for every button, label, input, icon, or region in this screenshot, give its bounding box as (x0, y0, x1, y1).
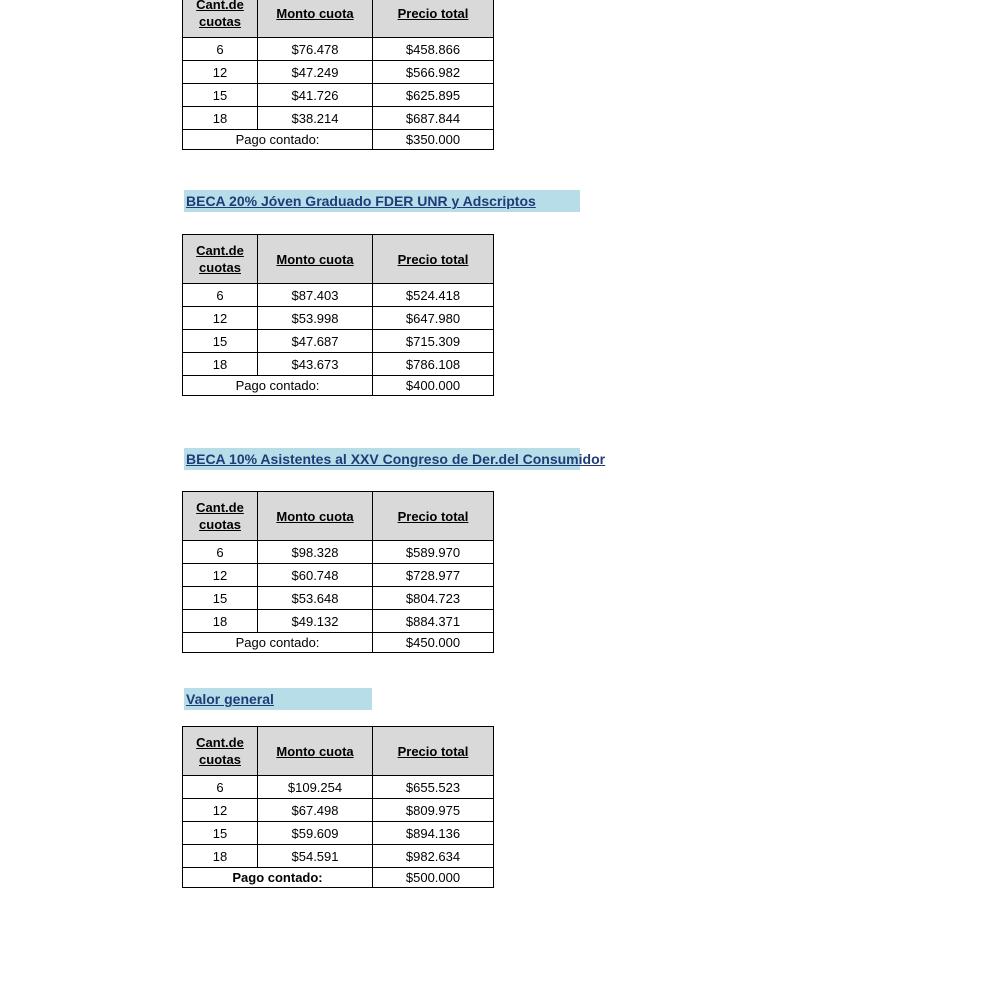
contado-label: Pago contado: (183, 376, 373, 396)
total-cell: $715.309 (373, 330, 494, 353)
cuotas-cell: 18 (183, 107, 258, 130)
total-cell: $786.108 (373, 353, 494, 376)
total-cell: $894.136 (373, 822, 494, 845)
cuotas-cell: 12 (183, 307, 258, 330)
monto-cell: $67.498 (258, 799, 373, 822)
table-row (183, 353, 494, 376)
table-row (183, 61, 494, 84)
cuotas-cell: 12 (183, 799, 258, 822)
monto-cell: $109.254 (258, 776, 373, 799)
contado-row (183, 376, 494, 396)
header-precio: Precio total (373, 0, 494, 38)
table-row (183, 799, 494, 822)
cuotas-cell: 6 (183, 38, 258, 61)
table-row (183, 587, 494, 610)
cuotas-cell: 6 (183, 284, 258, 307)
table-row (183, 38, 494, 61)
monto-cell: $41.726 (258, 84, 373, 107)
header-cuotas (183, 727, 258, 776)
table-row (183, 776, 494, 799)
monto-cell: $53.648 (258, 587, 373, 610)
monto-cell: $53.998 (258, 307, 373, 330)
table-row (183, 845, 494, 868)
total-cell: $809.975 (373, 799, 494, 822)
price-table-4 (182, 726, 494, 888)
cuotas-cell: 15 (183, 84, 258, 107)
total-cell: $625.895 (373, 84, 494, 107)
cuotas-cell: 15 (183, 330, 258, 353)
total-cell: $804.723 (373, 587, 494, 610)
table-header-row (183, 492, 494, 541)
table-header-row (183, 0, 494, 38)
contado-row (183, 633, 494, 653)
total-cell: $982.634 (373, 845, 494, 868)
header-monto: Monto cuota (258, 235, 373, 284)
contado-row (183, 868, 494, 888)
header-cuotas (183, 492, 258, 541)
table-header-row (183, 727, 494, 776)
contado-label: Pago contado: (183, 633, 373, 653)
table-row (183, 610, 494, 633)
header-precio: Precio total (373, 235, 494, 284)
header-cuotas-line2: cuotas (199, 260, 241, 275)
monto-cell: $76.478 (258, 38, 373, 61)
cuotas-cell: 15 (183, 587, 258, 610)
section-title-beca-10: BECA 10% Asistentes al XXV Congreso de Der.del Consumidor (184, 448, 580, 470)
header-cuotas-line2: cuotas (199, 752, 241, 767)
monto-cell: $47.687 (258, 330, 373, 353)
cuotas-cell: 6 (183, 541, 258, 564)
total-cell: $566.982 (373, 61, 494, 84)
contado-value: $350.000 (373, 130, 494, 150)
header-monto: Monto cuota (258, 0, 373, 38)
cuotas-cell: 18 (183, 610, 258, 633)
header-cuotas-line1: Cant.de (196, 500, 244, 515)
total-cell: $655.523 (373, 776, 494, 799)
cuotas-cell: 12 (183, 564, 258, 587)
header-cuotas (183, 235, 258, 284)
header-precio: Precio total (373, 727, 494, 776)
monto-cell: $43.673 (258, 353, 373, 376)
monto-cell: $49.132 (258, 610, 373, 633)
header-monto: Monto cuota (258, 492, 373, 541)
contado-label: Pago contado: (183, 130, 373, 150)
contado-value: $450.000 (373, 633, 494, 653)
table-row (183, 822, 494, 845)
header-precio: Precio total (373, 492, 494, 541)
monto-cell: $38.214 (258, 107, 373, 130)
cuotas-cell: 12 (183, 61, 258, 84)
header-cuotas-line2: cuotas (199, 14, 241, 29)
total-cell: $884.371 (373, 610, 494, 633)
price-table-2 (182, 234, 494, 396)
table-row (183, 330, 494, 353)
total-cell: $589.970 (373, 541, 494, 564)
monto-cell: $60.748 (258, 564, 373, 587)
section-title-valor-general: Valor general (184, 688, 372, 710)
cuotas-cell: 6 (183, 776, 258, 799)
cuotas-cell: 15 (183, 822, 258, 845)
contado-value: $400.000 (373, 376, 494, 396)
contado-label: Pago contado: (183, 868, 373, 888)
monto-cell: $98.328 (258, 541, 373, 564)
price-table-1 (182, 0, 494, 150)
header-monto: Monto cuota (258, 727, 373, 776)
cuotas-cell: 18 (183, 845, 258, 868)
table-row (183, 564, 494, 587)
contado-value: $500.000 (373, 868, 494, 888)
table-header-row (183, 235, 494, 284)
table-row (183, 541, 494, 564)
header-cuotas-line1: Cant.de (196, 735, 244, 750)
section-title-beca-20: BECA 20% Jóven Graduado FDER UNR y Adscriptos (184, 190, 580, 212)
monto-cell: $87.403 (258, 284, 373, 307)
header-cuotas-line2: cuotas (199, 517, 241, 532)
cuotas-cell: 18 (183, 353, 258, 376)
price-table-3 (182, 491, 494, 653)
total-cell: $458.866 (373, 38, 494, 61)
monto-cell: $54.591 (258, 845, 373, 868)
total-cell: $647.980 (373, 307, 494, 330)
table-row (183, 307, 494, 330)
total-cell: $728.977 (373, 564, 494, 587)
table-row (183, 284, 494, 307)
total-cell: $524.418 (373, 284, 494, 307)
monto-cell: $59.609 (258, 822, 373, 845)
contado-row (183, 130, 494, 150)
header-cuotas (183, 0, 258, 38)
header-cuotas-line1: Cant.de (196, 243, 244, 258)
table-row (183, 84, 494, 107)
header-cuotas-line1: Cant.de (196, 0, 244, 12)
table-row (183, 107, 494, 130)
total-cell: $687.844 (373, 107, 494, 130)
monto-cell: $47.249 (258, 61, 373, 84)
